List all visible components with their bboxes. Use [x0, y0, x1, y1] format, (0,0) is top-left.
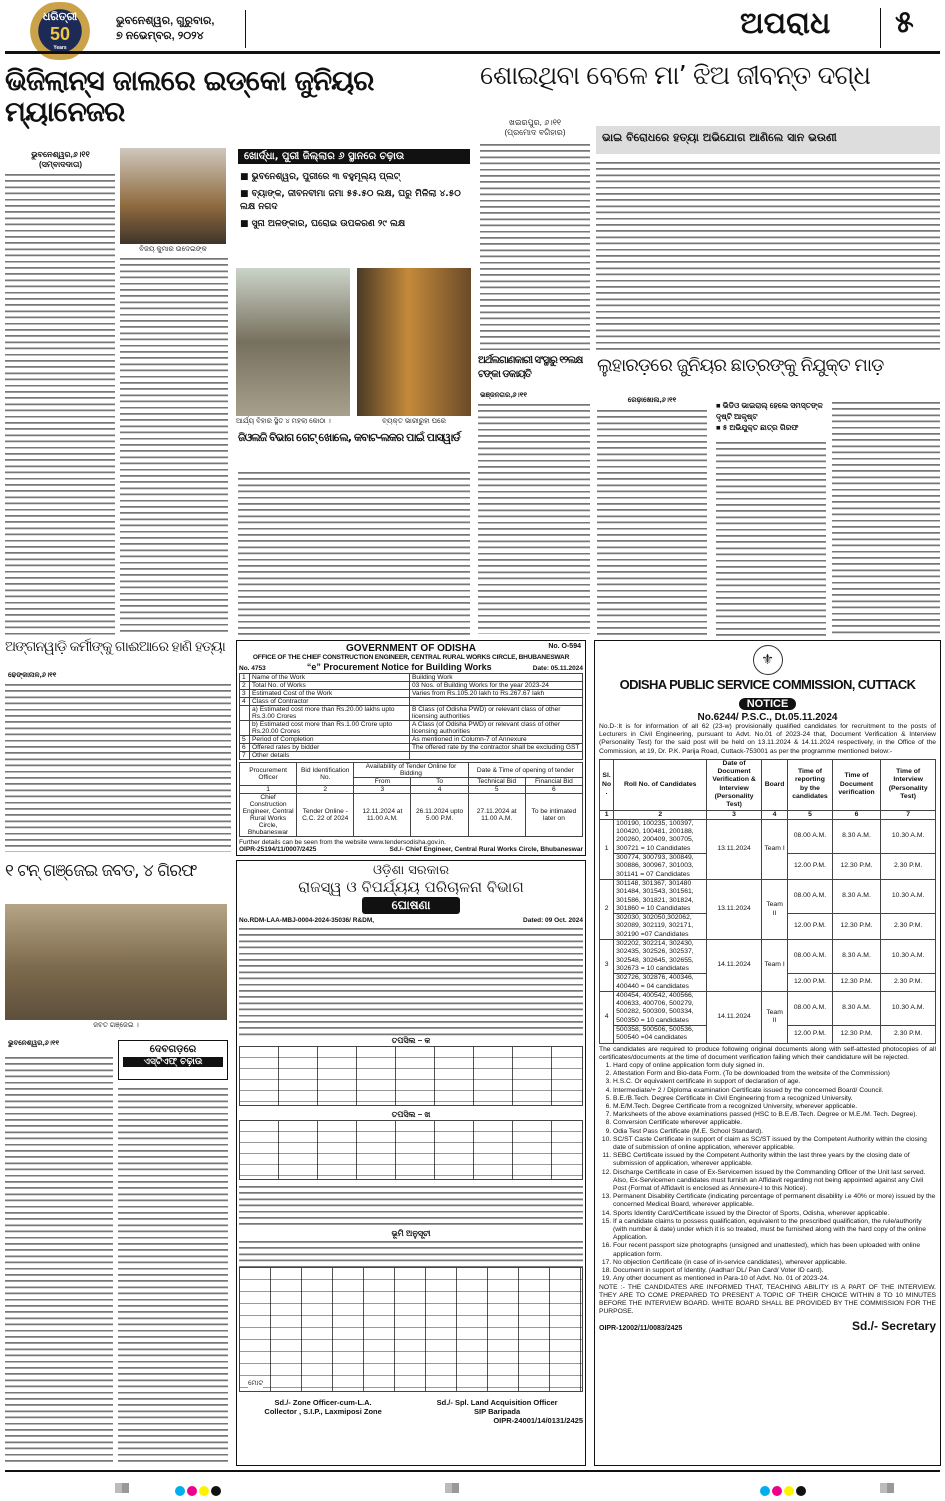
document-item: 19. Any other document as mentioned in Para-10 of Advt. No. 01 of 2023-24. — [613, 1275, 936, 1283]
document-item: 1. Hard copy of online application form duly signed in. — [613, 1062, 936, 1070]
td: B Class (of Odisha PWD) or relevant class of other licensing authorities — [410, 706, 583, 721]
td: 26.11.2024 upto 5.00 P.M. — [411, 794, 468, 837]
schedule-table — [239, 1120, 583, 1180]
section-title: ଅପରାଧ — [740, 6, 831, 41]
td: 4 — [240, 698, 250, 706]
registration-dot-cyan — [175, 1486, 185, 1496]
headline-anganwadi: ଅଙ୍ଗନୱାଡ଼ି କର୍ମୀଙ୍କୁ ଗାଈଆରେ ହାଣି ହତ୍ୟା — [5, 639, 225, 655]
story-body — [597, 408, 707, 636]
bullet-item: ■ ସୁନା ଅଳଙ୍କାର, ଘରୋଇ ଉପକରଣ ୨୯ ଲକ୍ଷ — [240, 219, 406, 229]
td: Tender Online - C.C. 22 of 2024 — [297, 794, 354, 837]
notice-signature: Sd./- Secretary — [851, 1319, 936, 1334]
td: 12.11.2024 at 11.00 A.M. — [354, 794, 411, 837]
dateline-text: ଖଇରପୁର, ୬।୧୧ — [508, 118, 562, 127]
document-item: 13. Permanent Disability Certificate (indicating percentage of permanent disability i.e 40% or more) issued by the concerned Medical Board, wherever applicable. — [613, 1193, 936, 1209]
td: 12.30 P.M. — [832, 974, 881, 992]
td: 302202, 302214, 302430, 302435, 302526, 302537, 302548, 302645, 302655, 302673 = 10 candidates — [614, 940, 707, 974]
table-row — [240, 682, 583, 690]
table-row — [240, 736, 583, 744]
td: As mentioned in Column-7 of Annexure — [410, 736, 583, 744]
schedule-title: ତପସିଲ – କ — [391, 1036, 431, 1045]
bullet-text: ଭିଡିଓ ଭାଇରାଲ୍ ହେଲେ ସମସ୍ତଙ୍କ ଦୃଷ୍ଟି ଆକୃଷ୍ଟ — [716, 401, 823, 421]
docs-intro: The candidates are required to produce following original documents along with self-attested photocopies of all certificates/documents at the time of document verification failing which their candidature will be rejected. — [599, 1045, 936, 1061]
th: Procurement Officer — [240, 763, 297, 786]
td — [410, 752, 583, 760]
document-item: 18. Document in support of Identity. (Aadhar/ DL/ Pan Card/ Voter ID card). — [613, 1267, 936, 1275]
td: 8.30 A.M. — [832, 819, 881, 853]
dateline — [116, 14, 241, 44]
th: Availability of Tender Online for Bidding — [354, 763, 468, 778]
oipr-code: OIPR-12002/11/0083/2425 — [599, 1325, 683, 1333]
td: Building Work — [410, 674, 583, 682]
td: 12.30 P.M. — [832, 914, 881, 940]
th: 7 — [881, 810, 936, 819]
document-item: 17. No objection Certificate (in case of in-service candidates), wherever applicable. — [613, 1259, 936, 1267]
story-dateline — [8, 150, 113, 170]
procurement-notice — [236, 640, 586, 856]
masthead-rule — [5, 51, 940, 54]
headline-ganja-seizure: ୧ ଟନ୍ ଗଞ୍ଜେଇ ଜବତ, ୪ ଗିରଫ — [5, 861, 197, 881]
story-body — [5, 172, 115, 637]
headline-student-assault: ଲୁହାରଡ଼ରେ ଜୁନିୟର ଛାତ୍ରଙ୍କୁ ନିଯୁକ୍ତ ମାଡ଼ — [597, 355, 884, 376]
revenue-notice — [236, 860, 586, 1466]
procurement-schedule-table — [239, 762, 583, 837]
td: 4 — [600, 991, 614, 1043]
td: 10.30 A.M. — [881, 991, 936, 1025]
story-dateline: ଢେଙ୍କାନାଳ,୬।୧୧ — [8, 672, 57, 679]
bullet-text: ସୁନା ଅଳଙ୍କାର, ଘରୋଇ ଉପକରଣ ୨୯ ଲକ୍ଷ — [251, 219, 406, 229]
td: 12.30 P.M. — [832, 1026, 881, 1044]
table-row — [240, 721, 583, 736]
headline-geology: ଜିଓଲଜି ବିଭାଗ ଗେଟ୍ ଖୋଲେ, କବାଟ-ଲକର ପାଇଁ ପାସୱାର୍ଡ — [238, 431, 460, 444]
td — [240, 706, 250, 721]
story-banner: ଭାଇ ବିରୋଧରେ ହତ୍ୟା ଅଭିଯୋଗ ଆଣିଲେ ସାନ ଭଉଣୀ — [596, 126, 940, 154]
registration-dot-black — [796, 1486, 806, 1496]
notice-ref: No. 4753 — [239, 665, 266, 672]
td: 5 — [240, 736, 250, 744]
logo-text: ଧରିତ୍ରୀ — [42, 11, 78, 23]
notice-office: OFFICE OF THE CHIEF CONSTRUCTION ENGINEER, CENTRAL RURAL WORKS CIRCLE, BHUBANESWAR — [252, 654, 570, 661]
notice-body — [239, 926, 583, 1036]
house-photo — [357, 268, 471, 416]
td: 400454, 400542, 400566, 400633, 400706, 500279, 500282, 500309, 500334, 500350 = 10 candidates — [614, 991, 707, 1025]
th: 6 — [832, 810, 881, 819]
total-label: ମୋଟ — [248, 1380, 264, 1387]
notice-body — [239, 1184, 583, 1229]
story-body — [118, 1086, 228, 1465]
td: b) Estimated cost more than Rs.1.00 Crore upto Rs.20.00 Crores — [250, 721, 410, 736]
th: Sl. No. — [600, 759, 614, 810]
story-body — [596, 160, 940, 350]
page-number: ୫ — [895, 6, 914, 39]
land-schedule-table — [239, 1267, 583, 1392]
registration-dots — [175, 1483, 223, 1501]
signature-line: Collector , S.I.P., Laxmiposi Zone — [264, 1407, 382, 1416]
notice-number: No. O-594 — [548, 643, 581, 650]
document-item: 16. Four recent passport size photographs (unsigned and unattested), which has been uploaded with online application form. — [613, 1242, 936, 1258]
story-body — [716, 440, 826, 636]
td: 8.30 A.M. — [832, 940, 881, 974]
th: 4 — [761, 810, 787, 819]
td: 302030, 302050,302062, 302089, 302119, 302171, 302190 =07 Candidates — [614, 914, 707, 940]
byline-text: (ସମ୍ବାଦଦାତା) — [39, 160, 82, 169]
td: Team I — [761, 940, 787, 992]
td: 8.30 A.M. — [832, 879, 881, 913]
photo-caption: ଆର୍ଯ୍ୟ ବିହାର ସ୍ଥିତ ୪ ମହଲା କୋଠା । — [236, 418, 331, 425]
td: 301148, 301367, 301480 301484, 301543, 301561, 301586, 301821, 301824, 301860 = 10 Candidates — [614, 879, 707, 913]
registration-dot-black — [211, 1486, 221, 1496]
notice-body — [239, 1239, 583, 1267]
th: Time of Interview (Personality Test) — [881, 759, 936, 810]
th: To — [411, 778, 468, 786]
td: Total No. of Works — [250, 682, 410, 690]
td: 1 — [600, 819, 614, 879]
bullet-text: ୫ ଅଭିଯୁକ୍ତ ଛାତ୍ର ଗିରଫ — [722, 423, 799, 432]
suspect-photo — [120, 148, 226, 244]
notice-date: Dated: 09 Oct. 2024 — [523, 917, 583, 924]
registration-dot-magenta — [772, 1486, 782, 1496]
table-row — [240, 698, 583, 706]
story-body — [238, 470, 470, 635]
th: Date of Document Verification & Interview (Personality Test) — [707, 759, 762, 810]
td: 12.00 P.M. — [788, 914, 833, 940]
table-row — [240, 674, 583, 682]
registration-dot-magenta — [187, 1486, 197, 1496]
td: 12.00 P.M. — [788, 974, 833, 992]
table-row — [600, 940, 936, 974]
signature-line: Sd./- Spl. Land Acquisition Officer — [436, 1398, 558, 1407]
schedule-title: ତପସିଲ – ଖ — [391, 1110, 431, 1119]
bullet-list — [716, 400, 826, 433]
oipr-code: OIPR-24001/14/0131/2425 — [493, 1416, 583, 1425]
td: 7 — [240, 752, 250, 760]
td: 3 — [354, 786, 411, 794]
td — [410, 698, 583, 706]
th: Financial Bid — [525, 778, 582, 786]
notice-intro: No.D-:It is for information of all 62 (23-w) provisionally qualified candidates for recruitment to the posts of Lecturers in Civil Engineering, pursuant to Advt. No.01 of 2023-24 that, Document Verification & Interview (Personality Test) for the said post will be held on 13.11.2024 & 14.11.2024 respectively, in the Office of the Commission, at 19, Dr. P.K. Parija Road, Cuttack-753001 as per the programme mentioned below:- — [599, 723, 936, 755]
registration-dot-cyan — [760, 1486, 770, 1496]
notice-ref: No.6244/ P.S.C., Dt.05.11.2024 — [697, 712, 838, 723]
bullet-list — [240, 171, 470, 231]
schedule-table — [599, 759, 936, 1044]
notice-ref: No.RDM-LAA-MBJ-0004-2024-35036/ R&DM, — [239, 917, 375, 924]
document-item: 6. M.E/M.Tech. Degree Certificate from a recognized University, wherever applicable. — [613, 1103, 936, 1111]
th: From — [354, 778, 411, 786]
td: 10.30 A.M. — [881, 940, 936, 974]
story-dateline: ଭଞ୍ଜନଗର,୬।୧୧ — [480, 392, 528, 399]
header-num-row — [600, 810, 936, 819]
notice-department: ରାଜସ୍ୱ ଓ ବିପର୍ଯ୍ୟୟ ପରିଚାଳନା ବିଭାଗ — [298, 878, 524, 896]
dateline-line: ଭୁବନେଶ୍ୱର, ଗୁରୁବାର, — [116, 15, 215, 27]
td: 2 — [600, 879, 614, 939]
th: Time of reporting by the candidates — [788, 759, 833, 810]
td: 2 — [240, 682, 250, 690]
td: 08.00 A.M. — [788, 940, 833, 974]
td: 08.00 A.M. — [788, 879, 833, 913]
signature-line: Sd./- Zone Officer-cum-L.A. — [274, 1398, 372, 1407]
document-item: 3. H.S.C. Or equivalent certificate in support of declaration of age. — [613, 1078, 936, 1086]
notice-badge: ଘୋଷଣା — [362, 897, 461, 914]
dateline-line: ୭ ନଭେମ୍ବର, ୨୦୨୪ — [116, 30, 204, 42]
document-item: 4. Intermediate/+ 2 / Diploma examination Certificate issued by the concerned Board/ Council. — [613, 1087, 936, 1095]
registration-gray-mark — [115, 1483, 129, 1493]
side-box-line: ଏସ୍‌ଟିଏଫ୍ ଚଢ଼ାଉ — [123, 1057, 223, 1067]
td: Other details — [250, 752, 410, 760]
td: 08.00 A.M. — [788, 991, 833, 1025]
opsc-notice — [594, 640, 941, 1466]
story-body — [832, 400, 940, 636]
logo-sub: Years — [53, 45, 67, 51]
td: 1 — [240, 786, 297, 794]
oipr-code: OIPR-25194/11/0007/2425 — [239, 846, 317, 853]
td: 100190, 100235, 100397, 100420, 100481, 200188, 200260, 200409, 300705, 300721 = 10 Candidates — [614, 819, 707, 853]
td: 13.11.2024 — [707, 879, 762, 939]
registration-dot-yellow — [199, 1486, 209, 1496]
td: Name of the Work — [250, 674, 410, 682]
table-row — [240, 706, 583, 721]
th: Technical Bid — [468, 778, 525, 786]
td: 2.30 P.M. — [881, 974, 936, 992]
td: 12.00 P.M. — [788, 1026, 833, 1044]
td — [240, 721, 250, 736]
logo-years: 50 — [49, 24, 71, 44]
td: 2.30 P.M. — [881, 854, 936, 880]
dateline-text: ଭୁବନେଶ୍ୱର,୬।୧୧ — [31, 150, 90, 159]
td: 6 — [240, 744, 250, 752]
photo-caption: ବିଜୟ କୁମାର ଉଦେଇଙ୍କ — [139, 246, 207, 253]
table-row — [600, 991, 936, 1025]
td: 10.30 A.M. — [881, 879, 936, 913]
td: 3 — [600, 940, 614, 992]
document-item: 14. Sports Identity Card/Certificate issued by the Director of Sports, Odisha, wherever applicable. — [613, 1210, 936, 1218]
schedule-title: ଭୂମି ଅନୁସୂଚୀ — [391, 1229, 431, 1238]
bullet-text: ବ୍ୟାଙ୍କ, ଜୀବନବୀମା ଜମା ୫୫.୫୦ ଲକ୍ଷ, ଘରୁ ମିଳିଲା ୪.୫୦ ଲକ୍ଷ ନଗଦ — [240, 189, 461, 212]
th: Board — [761, 759, 787, 810]
headline-vigilance: ଭିଜିଲାନ୍ସ ଜାଲରେ ଇଡ୍‌କୋ ଜୁନିୟର ମ୍ୟାନେଜର — [5, 64, 374, 128]
td: Class of Contractor — [250, 698, 410, 706]
headline-fire: ଶୋଇଥିବା ବେଳେ ମା’ ଝିଅ ଜୀବନ୍ତ ଦଗ୍ଧ — [480, 61, 871, 91]
notice-badge: NOTICE — [739, 698, 797, 710]
td: 2 — [297, 786, 354, 794]
side-box — [118, 1040, 228, 1080]
registration-dots — [760, 1483, 808, 1501]
document-item: 8. Conversion Certificate wherever applicable. — [613, 1119, 936, 1127]
document-item: 5. B.E./B.Tech. Degree Certificate in Civil Engineering from a recognized University. — [613, 1095, 936, 1103]
story-body — [5, 1055, 113, 1465]
document-item: 10. SC/ST Caste Certificate in support of claim as SC/ST issued by the Competent Authority within the closing date of submission of online application, wherever applicable. — [613, 1136, 936, 1152]
notice-date: Date: 05.11.2024 — [532, 665, 583, 672]
td: 302726, 302876, 400346, 400440 = 04 candidates — [614, 974, 707, 992]
bullet-text: ଭୁବନେଶ୍ୱର, ପୁରୀରେ ୩ ବହୁମୂଲ୍ୟ ପ୍ଲଟ୍ — [251, 172, 400, 182]
td: 27.11.2024 at 11.00 A.M. — [468, 794, 525, 837]
td: 500358, 500506, 500536, 500540 =04 candidates — [614, 1026, 707, 1044]
signature-line: SIP Baripada — [474, 1407, 521, 1416]
th: 3 — [707, 810, 762, 819]
td: 1 — [240, 674, 250, 682]
document-item: 9. Odia Test Pass Certificate (M.E. School Standard). — [613, 1128, 936, 1136]
bullet-item: ■ ଭିଡିଓ ଭାଇରାଲ୍ ହେଲେ ସମସ୍ତଙ୍କ ଦୃଷ୍ଟି ଆକୃଷ୍ଟ — [716, 401, 823, 421]
header-row — [600, 759, 936, 810]
document-item: 7. Marksheets of the above examinations passed (HSC to B.E./B.Tech. Degree or M.E./M. Tech. Degree). — [613, 1111, 936, 1119]
td: Team II — [761, 991, 787, 1043]
td: Offered rates by bidder — [250, 744, 410, 752]
td: 5 — [468, 786, 525, 794]
story-body — [120, 256, 228, 636]
document-item: 15. If a candidate claims to possess qualification, equivalent to the prescribed qualification, the rule/authority (with number & date) under which it is so treated, must be furnished along with the hard copy of the online Application. — [613, 1218, 936, 1243]
td: Period of Completion — [250, 736, 410, 744]
td: 2.30 P.M. — [881, 914, 936, 940]
story-dateline — [480, 118, 590, 138]
side-box-line: ଦେବଗଡ଼ରେ — [149, 1044, 197, 1055]
td: To be intimated later on — [525, 794, 582, 837]
td: Chief Construction Engineer, Central Rural Works Circle, Bhubaneswar — [240, 794, 297, 837]
td: A Class (of Odisha PWD) or relevant class of other licensing authorities — [410, 721, 583, 736]
notice-gov: ଓଡ଼ିଶା ସରକାର — [372, 863, 450, 878]
td: 08.00 A.M. — [788, 819, 833, 853]
photo-caption: ଜବତ ଗଞ୍ଜେଇ । — [93, 1022, 139, 1029]
th: 5 — [788, 810, 833, 819]
td: 300774, 300793, 300849, 300886, 300967, 301003, 301141 = 07 Candidates — [614, 854, 707, 880]
document-list — [599, 1062, 936, 1283]
footer-rule — [5, 1470, 940, 1472]
notice-signature: Sd./- Chief Engineer, Central Rural Works Circle, Bhubaneswar — [389, 846, 583, 853]
story-dateline: ରେଢ଼ାଖୋଲ,୬।୧୧ — [627, 397, 677, 404]
notice-website: Further details can be seen from the website www.tendersodisha.gov.in. — [239, 839, 446, 846]
opsc-emblem-icon: ⚜ — [753, 645, 783, 675]
document-item: 12. Discharge Certificate in case of Ex-Servicemen issued by the Commanding Officer of the Unit last served. Also, Ex-Servicemen candidates must furnish an Affidavit regarding not being appointed against any Civil Post (Format of Affidavit is enclosed as Annexure-I to this Notice). — [613, 1169, 936, 1194]
schedule-table — [239, 1046, 583, 1106]
registration-dot-yellow — [784, 1486, 794, 1496]
story-dateline: ଭୁବନେଶ୍ୱର,୬।୧୧ — [8, 1040, 60, 1047]
th: 1 — [600, 810, 614, 819]
td: The offered rate by the contractor shall be excluding GST — [410, 744, 583, 752]
bullet-item: ■ ଭୁବନେଶ୍ୱର, ପୁରୀରେ ୩ ବହୁମୂଲ୍ୟ ପ୍ଲଟ୍ — [240, 172, 400, 182]
registration-gray-mark — [880, 1483, 894, 1493]
story-body — [480, 142, 590, 350]
table-row — [240, 690, 583, 698]
divider — [245, 10, 246, 48]
td: Estimated Cost of the Work — [250, 690, 410, 698]
td: Team I — [761, 819, 787, 879]
th: Date & Time of opening of tender — [468, 763, 582, 778]
td: Varies from Rs.105.20 lakh to Rs.267.67 lakh — [410, 690, 583, 698]
byline-text: (ପ୍ରମୋଦ ବଗିହାର) — [504, 128, 566, 137]
td: 10.30 A.M. — [881, 819, 936, 853]
td: Team II — [761, 879, 787, 939]
td: a) Estimated cost more than Rs.20.00 lakhs upto Rs.3.00 Crores — [250, 706, 410, 721]
notice-note: NOTE :- THE CANDIDATES ARE INFORMED THAT, TEACHING ABILITY IS A PART OF THE INTERVIEW. THEY ARE TO COME PREPARED TO PRESENT A TOPIC OF THEIR CHOICE WITHIN 8 TO 10 MINUTES BEFORE THE INTERVIEW BOARD. WHITE BOARD SHALL BE PROVIDED BY THE COMMISSION FOR THE PURPOSE. — [599, 1283, 936, 1316]
td: 14.11.2024 — [707, 991, 762, 1043]
ganja-photo — [5, 904, 227, 1020]
td: 4 — [411, 786, 468, 794]
document-item: 11. SEBC Certificate issued by the Competent Authority within the last three years by the closing date of submission of application, wherever applicable. — [613, 1152, 936, 1168]
th: Bid Identification No. — [297, 763, 354, 786]
photo-caption: ବ୍ୟକ୍ତ ଭାରୀରୁହା ଘରେ — [382, 418, 446, 425]
notice-gov: GOVERNMENT OF ODISHA — [345, 643, 476, 654]
td: 2.30 P.M. — [881, 1026, 936, 1044]
td: 6 — [525, 786, 582, 794]
story-body — [478, 402, 590, 634]
divider — [880, 8, 881, 48]
building-photo — [236, 268, 350, 416]
box-title: ଖୋର୍ଦ୍ଧା, ପୁରୀ ଜିଲ୍ଲାର ୬ ସ୍ଥାନରେ ଚଢ଼ାଉ — [238, 149, 470, 164]
bullet-item: ■ ବ୍ୟାଙ୍କ, ଜୀବନବୀମା ଜମା ୫୫.୫୦ ଲକ୍ଷ, ଘରୁ ମିଳିଲା ୪.୫୦ ଲକ୍ଷ ନଗଦ — [240, 189, 461, 212]
td: 3 — [240, 690, 250, 698]
table-row — [600, 819, 936, 853]
notice-title: “e” Procurement Notice for Building Works — [306, 662, 492, 672]
td: 12.30 P.M. — [832, 854, 881, 880]
td: 12.00 P.M. — [788, 854, 833, 880]
td: 13.11.2024 — [707, 819, 762, 879]
td: 8.30 A.M. — [832, 991, 881, 1025]
table-row — [240, 744, 583, 752]
th: 2 — [614, 810, 707, 819]
table-row — [240, 752, 583, 760]
table-row — [600, 879, 936, 913]
td: 14.11.2024 — [707, 940, 762, 992]
document-item: 2. Attestation Form and Bio-data Form. (To be downloaded from the website of the Commission) — [613, 1070, 936, 1078]
th: Roll No. of Candidates — [614, 759, 707, 810]
bullet-item: ■ ୫ ଅଭିଯୁକ୍ତ ଛାତ୍ର ଗିରଫ — [716, 423, 799, 432]
registration-gray-mark — [445, 1483, 459, 1493]
procurement-details-table — [239, 673, 583, 760]
story-body — [5, 682, 231, 852]
th: Time of Document verification — [832, 759, 881, 810]
notice-title: ODISHA PUBLIC SERVICE COMMISSION, CUTTACK — [619, 677, 916, 692]
headline-finance-robbery: ଅର୍ଥଲଗାଣକାରୀ ସଂସ୍ଥାରୁ ୧୨ଲକ୍ଷ ଟଙ୍କା ଡକାୟତି — [478, 355, 583, 380]
td: 03 Nos. of Building Works for the year 2023-24 — [410, 682, 583, 690]
